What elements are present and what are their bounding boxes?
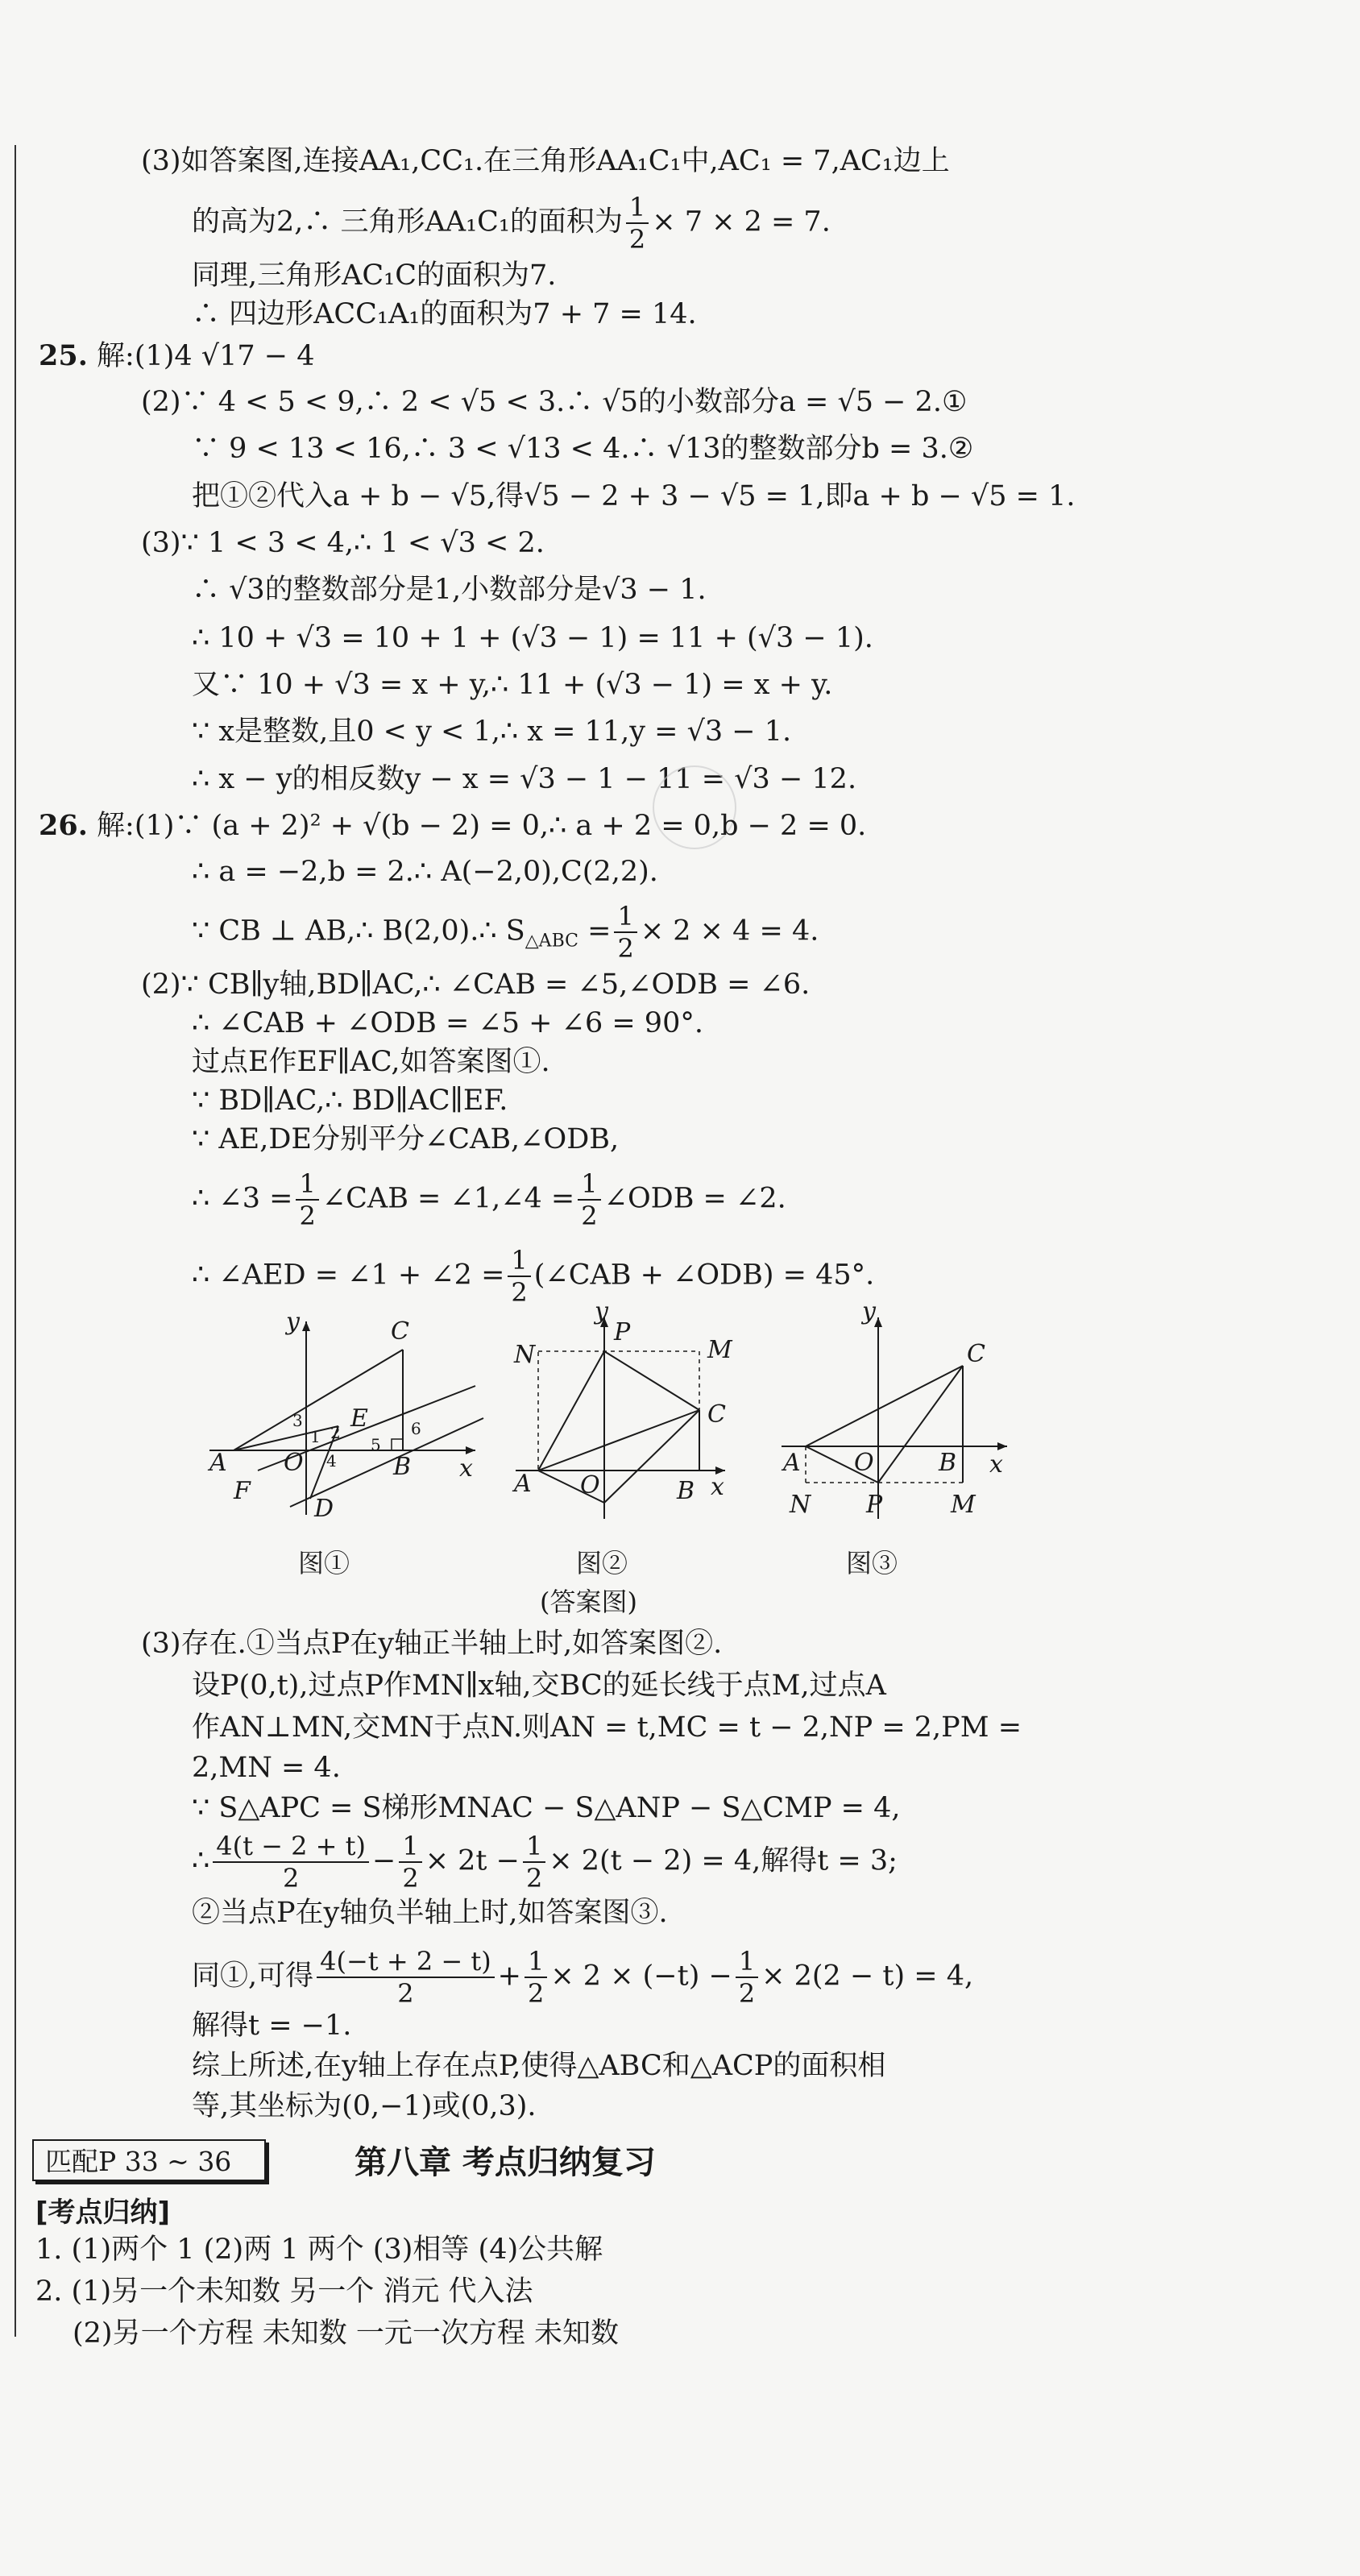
fig3-label-N: N <box>790 1491 811 1519</box>
q26-p3-line-10: 综上所述,在y轴上存在点P,使得△ABC和△ACP的面积相 <box>192 2050 886 2082</box>
fig1-label-B: B <box>393 1453 412 1481</box>
fraction-den: 2 <box>282 1863 300 1894</box>
q25-line-7: ∴ 10 + √3 = 10 + 1 + (√3 − 1) = 11 + (√3 − 1). <box>192 622 873 654</box>
fraction-den: 2 <box>511 1277 528 1308</box>
q24-line-2-tail: × 7 × 2 = 7. <box>652 205 831 239</box>
q26-line-3-sub: △ABC <box>525 931 578 952</box>
fig2-label-C: C <box>707 1400 726 1429</box>
q26-p3-line-6 <box>192 1831 898 1894</box>
q26-p3-line-8-a: 同①,可得 <box>192 1960 314 1993</box>
fraction-half <box>508 1245 530 1308</box>
fraction-den: 2 <box>738 1978 756 2009</box>
section-label: [考点归纳] <box>35 2196 171 2229</box>
q25-line-3: ∵ 9 < 13 < 16,∴ 3 < √13 < 4.∴ √13的整数部分b = 3.② <box>192 433 974 465</box>
q26-line-3-c: × 2 × 4 = 4. <box>640 915 819 948</box>
q26-p3-line-2: 设P(0,t),过点P作MN∥x轴,交BC的延长线于点M,过点A <box>192 1670 886 1702</box>
figs-caption: (答案图) <box>540 1587 637 1617</box>
q25-number: 25. <box>39 339 88 372</box>
q24-line-2 <box>192 192 831 255</box>
fraction-num: 1 <box>626 192 649 224</box>
q26-line-3-a: ∵ CB ⊥ AB,∴ B(2,0).∴ S <box>192 915 525 948</box>
fig2-label-N: N <box>514 1341 536 1369</box>
fraction-num: 1 <box>525 1946 547 1978</box>
fig2-label-B: B <box>677 1477 695 1505</box>
fraction-half <box>626 192 649 255</box>
review-item-1: 1. (1)两个 1 (2)两 1 两个 (3)相等 (4)公共解 <box>35 2234 603 2266</box>
q26-line-10 <box>192 1245 874 1308</box>
fraction-num: 1 <box>736 1946 758 1978</box>
fig1-label-3: 3 <box>292 1411 303 1430</box>
q26-line-2: ∴ a = −2,b = 2.∴ A(−2,0),C(2,2). <box>192 856 658 888</box>
q26-p3-line-5: ∵ S△APC = S梯形MNAC − S△ANP − S△CMP = 4, <box>192 1792 901 1824</box>
q25-line-5: (3)∵ 1 < 3 < 4,∴ 1 < √3 < 2. <box>141 527 545 559</box>
fraction-den: 2 <box>628 224 646 255</box>
q26-p3-line-11: 等,其坐标为(0,−1)或(0,3). <box>192 2090 537 2122</box>
fig2-label-y: y <box>595 1297 608 1325</box>
fig2-caption: 图② <box>576 1548 628 1578</box>
q26-p3-line-6-a: ∴ <box>192 1844 210 1877</box>
q25-line-4: 把①②代入a + b − √5,得√5 − 2 + 3 − √5 = 1,即a + b − √5 = 1. <box>192 480 1076 512</box>
q24-line-4: ∴ 四边形ACC₁A₁的面积为7 + 7 = 14. <box>192 298 697 330</box>
q25-line-8: 又∵ 10 + √3 = x + y,∴ 11 + (√3 − 1) = x + y. <box>192 669 833 701</box>
fig1-label-4: 4 <box>326 1451 337 1471</box>
q25-answer-1: 解:(1)4 √17 − 4 <box>97 340 315 372</box>
fig1-label-O: O <box>284 1449 304 1477</box>
fig3-label-P: P <box>866 1491 883 1519</box>
q26-p3-line-1: (3)存在.①当点P在y轴正半轴上时,如答案图②. <box>141 1628 723 1660</box>
q26-line-6: 过点E作EF∥AC,如答案图①. <box>192 1046 550 1078</box>
chapter-title: 第八章 考点归纳复习 <box>355 2144 656 2181</box>
fraction-expr-2 <box>317 1946 495 2009</box>
fig1-label-D: D <box>314 1495 334 1523</box>
fig2-label-P: P <box>614 1318 631 1346</box>
q26-line-9-b: ∠CAB = ∠1,∠4 = <box>321 1182 575 1215</box>
q24-line-1: (3)如答案图,连接AA₁,CC₁.在三角形AA₁C₁中,AC₁ = 7,AC₁边上 <box>141 145 950 177</box>
figure-2 <box>500 1297 741 1530</box>
margin-rule <box>15 145 16 2337</box>
q26-line-10-b: (∠CAB + ∠ODB) = 45°. <box>533 1259 875 1292</box>
fig3-label-C: C <box>967 1340 985 1368</box>
review-item-2b: (2)另一个方程 未知数 一元一次方程 未知数 <box>73 2317 619 2350</box>
fig2-label-O: O <box>580 1471 600 1500</box>
fig1-label-x: x <box>459 1454 473 1483</box>
fraction-half <box>614 901 636 964</box>
figure-2-svg <box>500 1297 741 1527</box>
q26-line-9 <box>192 1168 786 1231</box>
q26-p3-line-9: 解得t = −1. <box>192 2010 352 2042</box>
fig1-label-A: A <box>209 1449 227 1477</box>
q25-line-6: ∴ √3的整数部分是1,小数部分是√3 − 1. <box>192 574 707 606</box>
q25-line-10: ∴ x − y的相反数y − x = √3 − 1 − 11 = √3 − 12. <box>192 763 857 795</box>
q26-p3-line-3: 作AN⊥MN,交MN于点N.则AN = t,MC = t − 2,NP = 2,PM = <box>192 1711 1022 1744</box>
fraction-den: 2 <box>397 1978 414 2009</box>
fraction-num: 1 <box>296 1168 318 1201</box>
review-item-2: 2. (1)另一个未知数 另一个 消元 代入法 <box>35 2275 533 2308</box>
q26-p3-line-8-c: × 2 × (−t) − <box>550 1960 732 1993</box>
q26-line-5: ∴ ∠CAB + ∠ODB = ∠5 + ∠6 = 90°. <box>192 1007 703 1039</box>
fraction-num: 4(t − 2 + t) <box>213 1831 369 1863</box>
q26-p3-line-6-d: × 2(t − 2) = 4,解得t = 3; <box>549 1844 898 1877</box>
q26-answer-1: 解:(1)∵ (a + 2)² + √(b − 2) = 0,∴ a + 2 = 0,b − 2 = 0. <box>97 810 867 842</box>
q26-line-3-eq: = <box>587 915 612 948</box>
fraction-num: 1 <box>578 1168 600 1201</box>
fig3-label-x: x <box>989 1450 1003 1479</box>
fig2-label-x: x <box>711 1473 724 1501</box>
fig1-label-y: y <box>286 1308 300 1336</box>
q26-line-4: (2)∵ CB∥y轴,BD∥AC,∴ ∠CAB = ∠5,∠ODB = ∠6. <box>141 969 811 1001</box>
fig1-label-2: 2 <box>330 1423 341 1442</box>
fig1-label-1: 1 <box>310 1427 321 1446</box>
q26-p3-line-6-c: × 2t − <box>425 1844 520 1877</box>
fig1-label-5: 5 <box>371 1435 381 1454</box>
fig1-label-C: C <box>391 1317 409 1346</box>
q26-p3-line-8-d: × 2(2 − t) = 4, <box>761 1960 974 1993</box>
q26-p3-line-6-b: − <box>372 1844 396 1877</box>
fraction-num: 4(−t + 2 − t) <box>317 1946 495 1978</box>
q24-line-2-text: 的高为2,∴ 三角形AA₁C₁的面积为 <box>192 205 623 239</box>
q26-line-9-a: ∴ ∠3 = <box>192 1182 293 1215</box>
figure-3 <box>773 1297 1031 1530</box>
fig3-caption: 图③ <box>846 1548 898 1578</box>
q25-line-9: ∵ x是整数,且0 < y < 1,∴ x = 11,y = √3 − 1. <box>192 716 792 748</box>
page-reference-box: 匹配P 33 ~ 36 <box>32 2139 266 2181</box>
fraction-num: 1 <box>614 901 636 933</box>
figure-3-svg <box>773 1297 1031 1527</box>
fraction-half <box>736 1946 758 2009</box>
fig3-label-O: O <box>854 1449 874 1477</box>
fig1-caption: 图① <box>298 1548 350 1578</box>
fig1-label-6: 6 <box>411 1419 421 1438</box>
fig2-label-A: A <box>514 1470 532 1498</box>
fraction-num: 1 <box>523 1831 545 1863</box>
q25-line-1 <box>39 338 315 374</box>
fraction-half <box>399 1831 421 1894</box>
fig2-label-M: M <box>707 1336 732 1364</box>
fraction-half <box>296 1168 318 1231</box>
fraction-den: 2 <box>528 1978 545 2009</box>
q26-number: 26. <box>39 809 88 842</box>
q26-line-7: ∵ BD∥AC,∴ BD∥AC∥EF. <box>192 1085 508 1117</box>
fraction-num: 1 <box>399 1831 421 1863</box>
fig1-label-E: E <box>350 1404 368 1433</box>
fraction-den: 2 <box>581 1201 598 1231</box>
fraction-den: 2 <box>299 1201 316 1231</box>
fraction-half <box>523 1831 545 1894</box>
q26-line-9-c: ∠ODB = ∠2. <box>603 1182 786 1215</box>
fraction-half <box>525 1946 547 2009</box>
q26-line-8: ∵ AE,DE分别平分∠CAB,∠ODB, <box>192 1123 620 1155</box>
fig3-label-B: B <box>939 1449 957 1477</box>
fig1-label-F: F <box>234 1477 251 1505</box>
fraction-den: 2 <box>402 1863 419 1894</box>
figure-1 <box>209 1305 500 1534</box>
q26-line-1 <box>39 808 866 844</box>
fraction-half <box>578 1168 600 1231</box>
q24-line-3: 同理,三角形AC₁C的面积为7. <box>192 259 557 292</box>
q25-line-2: (2)∵ 4 < 5 < 9,∴ 2 < √5 < 3.∴ √5的小数部分a = √5 − 2.① <box>141 386 968 418</box>
q26-p3-line-8-b: + <box>497 1960 521 1993</box>
fraction-den: 2 <box>525 1863 543 1894</box>
fraction-expr-1 <box>213 1831 369 1894</box>
figure-1-svg <box>209 1305 500 1531</box>
q26-p3-line-8 <box>192 1946 973 2009</box>
fig3-label-A: A <box>783 1449 801 1477</box>
q26-p3-line-4: 2,MN = 4. <box>192 1752 341 1784</box>
q26-line-10-a: ∴ ∠AED = ∠1 + ∠2 = <box>192 1259 505 1292</box>
fraction-den: 2 <box>617 933 634 964</box>
fig3-label-y: y <box>862 1297 876 1325</box>
fraction-num: 1 <box>508 1245 530 1277</box>
q26-line-3 <box>192 901 819 964</box>
fig3-label-M: M <box>951 1491 976 1519</box>
q26-p3-line-7: ②当点P在y轴负半轴上时,如答案图③. <box>192 1897 668 1929</box>
